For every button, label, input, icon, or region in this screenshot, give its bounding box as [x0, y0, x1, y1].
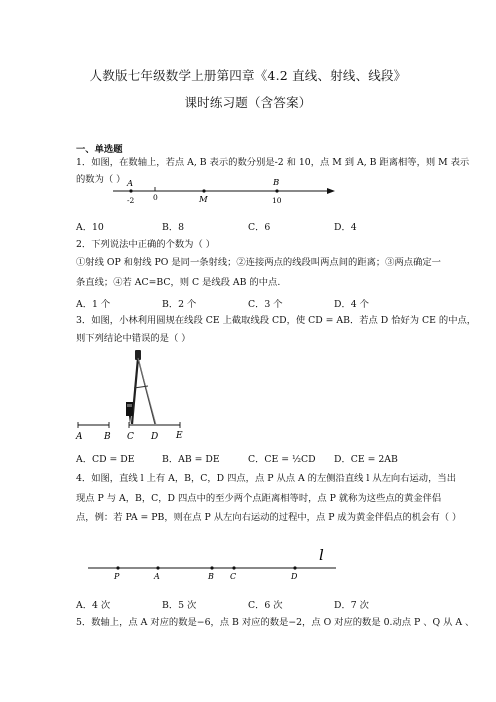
q1-point-b — [275, 189, 278, 192]
q1-text-line1: 1．如图，在数轴上，若点 A, B 表示的数分别是-2 和 10，点 M 到 A, B 距离相等，则 M 表示 — [76, 157, 470, 168]
q2-text-line1: 2．下列说法中正确的个数为（ ） — [76, 239, 216, 250]
q1-point-m — [202, 189, 205, 192]
q1-text-line2: 的数为（ ） — [76, 174, 126, 185]
q4-label-l: l — [319, 546, 324, 564]
q4-point-a — [156, 566, 159, 569]
q2-text-line3: 条直线；④若 AC=BC，则 C 是线段 AB 的中点. — [76, 277, 281, 288]
q4-text-line3: 点，例：若 PA = PB，则在点 P 从左向右运动的过程中，点 P 成为黄金伴侣点的机会有（ ） — [76, 512, 462, 523]
q1-option-c[interactable]: C．6 — [248, 222, 271, 233]
q4-line-figure — [86, 543, 346, 583]
doc-title-line1: 人教版七年级数学上册第四章《4.2 直线、射线、线段》 — [89, 68, 407, 83]
q2-text-line2: ①射线 OP 和射线 PO 是同一条射线；②连接两点的线段叫两点间的距离；③两点确定一 — [76, 257, 441, 268]
q1-tick-label-neg2: -2 — [127, 196, 135, 205]
q4-option-c[interactable]: C．6 次 — [248, 600, 283, 611]
q3-text-line1: 3．如图，小林利用圆规在线段 CE 上截取线段 CD，使 CD = AB．若点 D 恰好为 CE 的中点， — [76, 315, 477, 326]
q2-option-c[interactable]: C．3 个 — [248, 299, 283, 310]
q3-label-a: A — [76, 432, 83, 442]
q2-option-a[interactable]: A．1 个 — [76, 299, 111, 310]
q1-label-a: A — [127, 179, 134, 189]
q1-tick-label-10: 10 — [272, 196, 282, 205]
q3-option-d[interactable]: D．CE = 2AB — [334, 454, 398, 465]
q4-text-line2: 现点 P 与 A，B，C，D 四点中的至少两个点距离相等时，点 P 就称为这些点的黄金伴侣 — [76, 493, 442, 504]
q4-option-d[interactable]: D．7 次 — [334, 600, 369, 611]
q4-label-a: A — [154, 572, 160, 581]
q2-option-d[interactable]: D．4 个 — [334, 299, 369, 310]
q1-label-b: B — [273, 178, 280, 188]
q3-option-b[interactable]: B．AB = DE — [162, 454, 220, 465]
q1-point-a — [129, 189, 132, 192]
q1-number-line-figure — [110, 178, 340, 208]
q3-label-b: B — [104, 432, 111, 442]
q4-point-b — [210, 566, 213, 569]
q3-text-line2: 则下列结论中错误的是（ ） — [76, 333, 191, 344]
q1-axis-arrow-icon — [327, 188, 335, 194]
q3-compass-figure — [74, 348, 194, 443]
compass-icon — [126, 350, 156, 424]
q1-option-a[interactable]: A．10 — [76, 222, 104, 233]
q1-option-b[interactable]: B．8 — [162, 222, 185, 233]
q4-option-b[interactable]: B．5 次 — [162, 600, 197, 611]
q3-option-c[interactable]: C．CE = ½CD — [248, 454, 316, 465]
q4-option-a[interactable]: A．4 次 — [76, 600, 111, 611]
q1-tick-label-0: 0 — [153, 193, 158, 202]
q3-label-d: D — [151, 432, 159, 442]
q1-label-m: M — [199, 195, 208, 205]
q3-label-c: C — [127, 432, 134, 442]
q2-option-b[interactable]: B．2 个 — [162, 299, 197, 310]
doc-title-line2: 课时练习题（含答案） — [184, 95, 312, 110]
q4-label-p: P — [114, 572, 120, 581]
q1-option-d[interactable]: D．4 — [334, 222, 357, 233]
q4-point-p — [116, 566, 119, 569]
q4-label-c: C — [230, 572, 237, 581]
q4-label-d: D — [291, 572, 298, 581]
q4-point-c — [232, 566, 235, 569]
section-heading: 一、单选题 — [76, 144, 123, 155]
q3-label-e: E — [176, 431, 183, 441]
q5-text-line1: 5．数轴上，点 A 对应的数是−6，点 B 对应的数是−2，点 O 对应的数是 0.动点 P 、Q 从 A 、 — [76, 617, 475, 628]
q4-text-line1: 4．如图，直线 l 上有 A，B，C，D 四点，点 P 从点 A 的左侧沿直线 l 从左向右运动，当出 — [76, 473, 456, 484]
q3-option-a[interactable]: A．CD = DE — [76, 454, 135, 465]
q4-point-d — [293, 566, 296, 569]
q4-label-b: B — [208, 572, 214, 581]
